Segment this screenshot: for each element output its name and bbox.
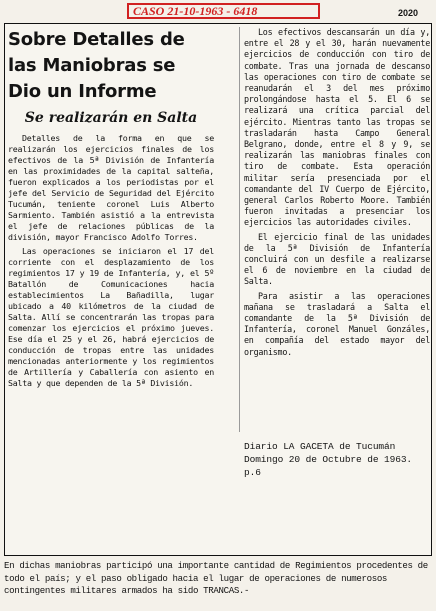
right-paragraph: Para asistir a las operaciones mañana se trasladará a Salta el comandante de la 5ª División de Infantería, coronel Manuel Gonzáles, en compañía del estado mayor del organismo. — [244, 290, 430, 357]
column-divider — [239, 27, 240, 432]
subheadline: Se realizarán en Salta — [24, 110, 198, 126]
case-stamp: CASO 21-10-1963 - 6418 — [127, 3, 320, 19]
left-paragraph: Detalles de la forma en que se realizarán los ejercicios finales de los efectivos de la 5ª División de Infantería en las proximidades de la capital salteña, fueron explicados a los periodistas por el jefe del Servicio de Seguridad del Ejército Tucumán, teniente coronel Luis Alberto Sarmiento. También asistió a la entrevista el jefe de relaciones públicas de la división, mayor Francisco Adolfo Torres. — [8, 133, 214, 242]
right-paragraph: Los efectivos descansarán un día y, entre el 28 y el 30, harán nuevamente ejercicios de conducción con tiro de combate. Tras una jornada de descanso las operaciones con tiro de combate se reanudarán el 3 del mes próximo prolongándose hasta el 5. El 6 se realizará una crítica parcial del ejército. Mientras tanto las tropas se trasladarán hasta Campo General Belgrano, donde, entre el 8 y 9, se realizarán las maniobras finales con tiro de combate. Esta operación militar sería presenciada por el comandante del IV Cuerpo de Ejército, general Carlos Roberto Moore. También fueron invitadas a presenciar los ejercicios las autoridades civiles. — [244, 27, 430, 228]
page-number: 2020 — [398, 8, 419, 18]
right-paragraph: El ejercicio final de las unidades de la 5ª División de Infantería concluirá con un desfile a realizarse el 6 de noviembre en la ciudad de Salta. — [244, 231, 430, 287]
left-column — [8, 27, 214, 555]
left-paragraph: Las operaciones se iniciaron el 17 del corriente con el desplazamiento de los regimientos 17 y 19 de Infantería, y, el 5º Batallón de Comunicaciones hacia establecimientos La Bañadilla, lugar ubicado a 40 kilómetros de la ciudad de Salta. Allí se concentrarán las tropas para comenzar los ejercicios el próximo jueves. Ese día el 25 y el 26, habrá ejercicios de conducción de tropas entre las unidades mencionadas anteriormente y los regimientos de Artillería y Caballería con asiento en Salta y que dependen de la 5ª División. — [8, 246, 214, 388]
source-citation: Diario LA GACETA de Tucumán Domingo 20 de Octubre de 1963. p.6 — [244, 441, 413, 478]
typed-footnote: En dichas maniobras participó una importante cantidad de Regimientos procedentes de todo el país; y el paso obligado hacia el lugar de operaciones de numerosos contingentes militares armados ha sido TRANCAS.- — [4, 560, 428, 596]
headline: Sobre Detalles de las Maniobras se Dio un Informe — [8, 29, 185, 102]
right-column — [244, 27, 430, 467]
